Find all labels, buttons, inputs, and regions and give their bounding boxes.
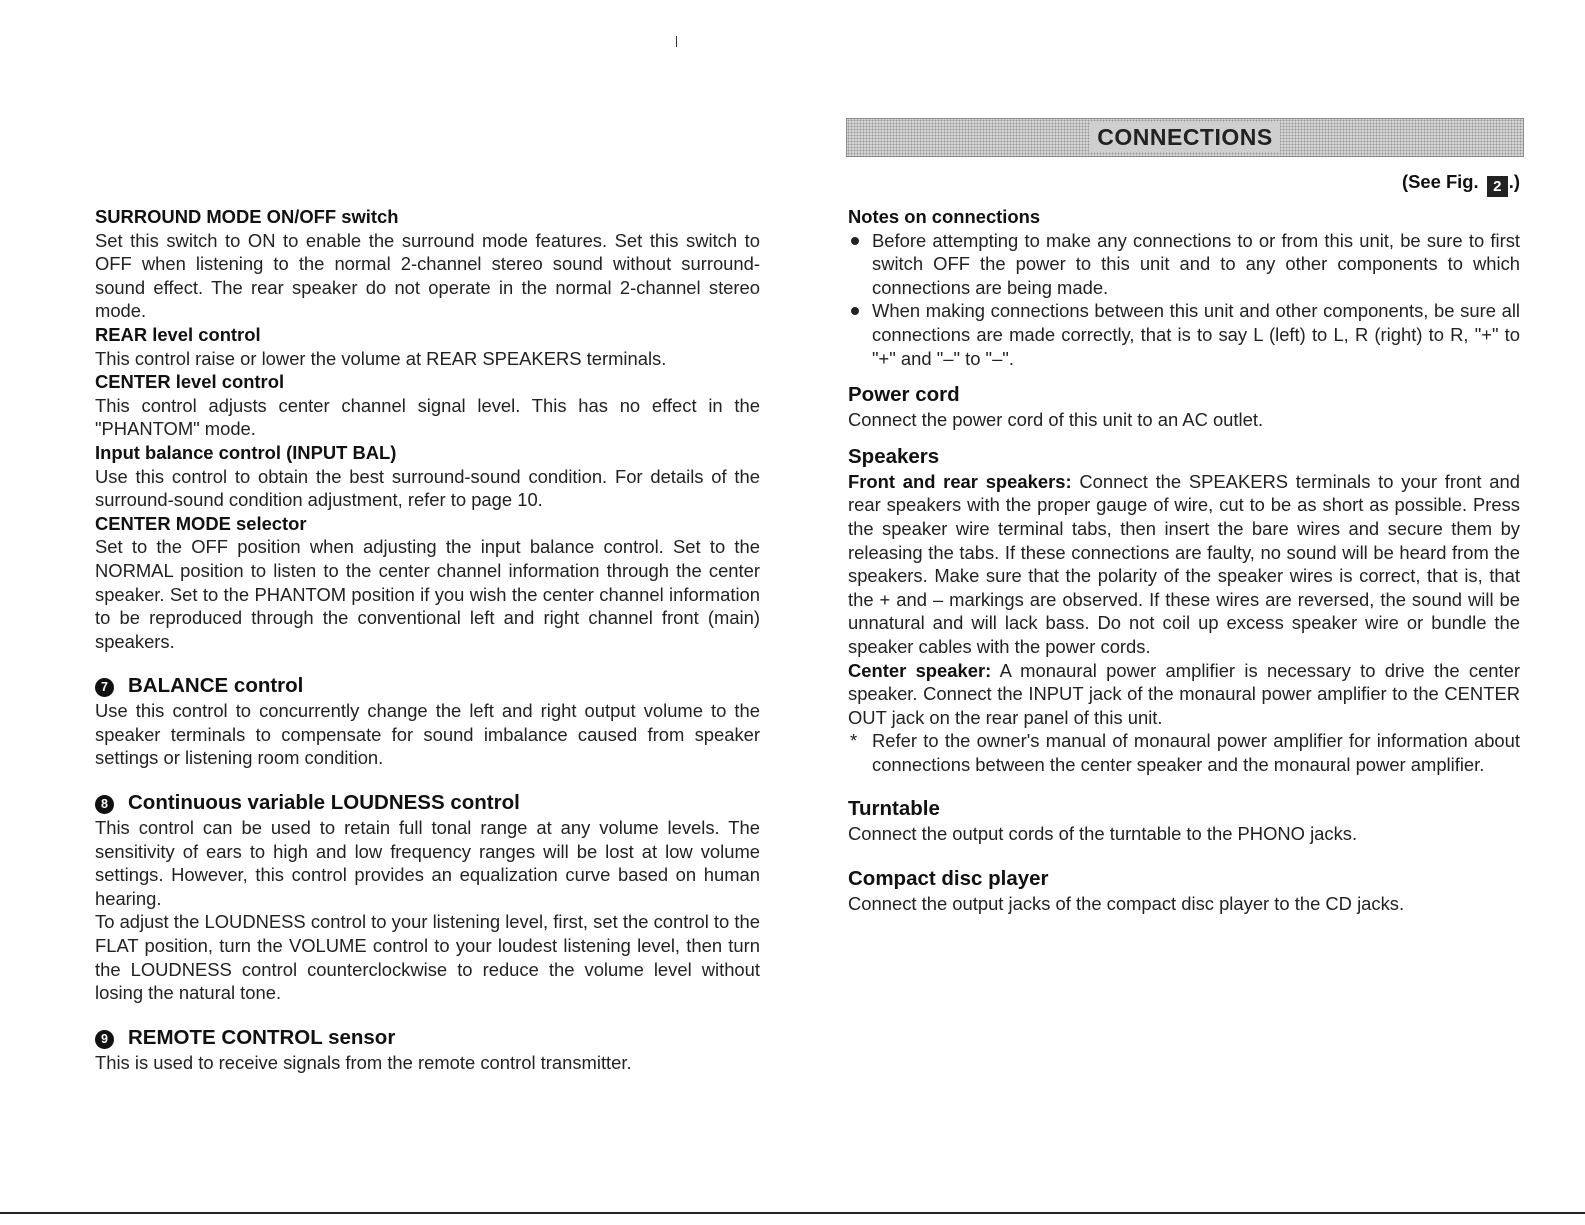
connections-banner-label-box <box>1090 122 1280 152</box>
left-column <box>95 205 760 1074</box>
input-balance-text: Use this control to obtain the best surround-sound condition. For details of the surround-sound condition adjustment, refer to page 10. <box>95 465 760 511</box>
speakers-heading: Speakers <box>848 444 940 468</box>
cd-player-heading: Compact disc player <box>848 867 1049 891</box>
turntable-text: Connect the output cords of the turntable to the PHONO jacks. <box>848 823 1358 845</box>
see-fig-prefix: (See Fig. <box>1401 171 1479 192</box>
center-speaker-label: Center speaker: <box>848 659 992 681</box>
front-rear-speakers-body: Connect the SPEAKERS terminals to your front and rear speakers with the proper gauge of wire, cut to be as short as possible. Press the speaker wire terminal tabs, then insert the bare wires and secure them by releasing the tabs. If these connections are faulty, no sound will be heard from the speakers. Make sure that the polarity of the speaker wires is correct, that is, that the + and – markings are observed. If these wires are reversed, the sound will be unnatural and will lack bass. Do not coil up excess speaker wire or bundle the speaker cables with the power cords. <box>848 470 1520 657</box>
amplifier-note <box>848 729 1520 776</box>
remote-text: This is used to receive signals from the remote control transmitter. <box>95 1051 632 1073</box>
input-balance-heading: Input balance control (INPUT BAL) <box>95 441 397 463</box>
see-figure-reference <box>1402 171 1520 197</box>
notes-list <box>848 229 1520 371</box>
number-8-badge: 8 <box>95 795 114 814</box>
loudness-text-2: To adjust the LOUDNESS control to your listening level, first, set the control to the FLAT position, turn the VOLUME control to your loudest listening level, then turn the LOUDNESS control counterclockwise to reduce the volume level without losing the natural tone. <box>95 911 760 1004</box>
surround-mode-heading: SURROUND MODE ON/OFF switch <box>95 206 399 227</box>
connections-title: CONNECTIONS <box>1097 124 1273 150</box>
rear-level-heading: REAR level control <box>95 323 261 345</box>
note-asterisk: * <box>850 730 858 752</box>
notes-heading: Notes on connections <box>848 206 1041 227</box>
loudness-text-1: This control can be used to retain full tonal range at any volume levels. The sensitivity of ears to high and low frequency ranges will be lost at low volume settings. However, this control provides an equalization curve based on human hearing. <box>95 817 760 909</box>
balance-heading-label: BALANCE control <box>128 674 304 698</box>
see-fig-suffix: .) <box>1508 171 1520 192</box>
surround-mode-text: Set this switch to ON to enable the surround mode features. Set this switch to OFF when listening to the normal 2-channel stereo sound without surround-sound effect. The rear speaker do not operate in the normal 2-channel stereo mode. <box>95 229 760 322</box>
center-mode-text: Set to the OFF position when adjusting the input balance control. Set to the NORMAL position to listen to the center channel information through the center speaker. Set to the PHANTOM position if you wish the center channel information to be reproduced through the conventional left and right channel front (main) speakers. <box>95 536 760 652</box>
loudness-heading <box>95 790 760 816</box>
center-level-heading: CENTER level control <box>95 371 285 393</box>
balance-heading <box>95 673 760 699</box>
figure-number-box: 2 <box>1487 176 1508 197</box>
number-9-badge: 9 <box>95 1030 114 1049</box>
front-rear-speakers-label: Front and rear speakers: <box>848 470 1072 492</box>
center-speaker-text <box>848 659 1520 730</box>
remote-heading <box>95 1025 760 1051</box>
power-cord-text: Connect the power cord of this unit to an AC outlet. <box>848 409 1264 431</box>
loudness-heading-label: Continuous variable LOUDNESS control <box>128 791 520 815</box>
front-rear-speakers-text <box>848 470 1520 659</box>
list-item: Before attempting to make any connections to or from this unit, be sure to first switch OFF the power to this unit and to any other components to which connections are being made. <box>848 229 1520 300</box>
rear-level-text: This control raise or lower the volume at REAR SPEAKERS terminals. <box>95 347 667 369</box>
center-speaker-body: A monaural power amplifier is necessary to drive the center speaker. Connect the INPUT jack of the monaural power amplifier to the CENTER OUT jack on the rear panel of this unit. <box>848 659 1520 728</box>
remote-heading-label: REMOTE CONTROL sensor <box>128 1025 396 1049</box>
right-column <box>848 205 1520 916</box>
center-mode-heading: CENTER MODE selector <box>95 512 307 534</box>
power-cord-heading: Power cord <box>848 383 960 407</box>
turntable-heading: Turntable <box>848 797 940 821</box>
cd-player-text: Connect the output jacks of the compact disc player to the CD jacks. <box>848 893 1405 915</box>
list-item: When making connections between this unit and other components, be sure all connections are made correctly, that is to say L (left) to L, R (right) to R, "+" to "+" and "–" to "–". <box>848 299 1520 370</box>
page-divider-mark <box>676 36 677 47</box>
bottom-edge-rule <box>0 1212 1585 1214</box>
balance-text: Use this control to concurrently change the left and right output volume to the speaker terminals to compensate for sound imbalance caused from speaker settings or listening room condition. <box>95 700 760 769</box>
number-7-badge: 7 <box>95 678 114 697</box>
connections-banner <box>846 118 1524 157</box>
center-level-text: This control adjusts center channel signal level. This has no effect in the "PHANTOM" mode. <box>95 394 760 440</box>
amplifier-note-text: Refer to the owner's manual of monaural power amplifier for information about connections between the center speaker and the monaural power amplifier. <box>872 730 1520 775</box>
